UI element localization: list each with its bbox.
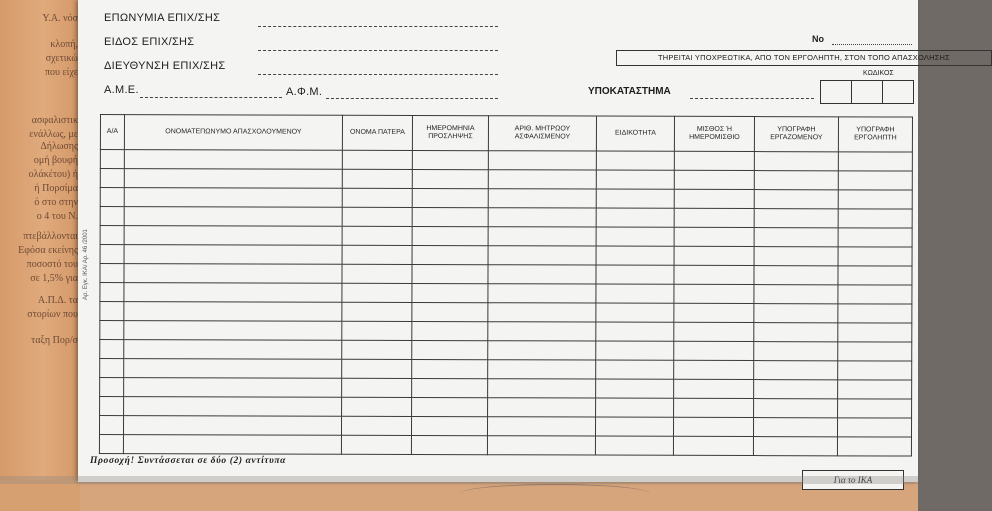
table-cell[interactable] (100, 264, 124, 283)
table-cell[interactable] (837, 437, 911, 456)
table-cell[interactable] (342, 359, 412, 378)
table-cell[interactable] (100, 359, 124, 378)
number-label: No (812, 34, 824, 44)
bottom-carbon-sheet (80, 482, 918, 511)
table-cell[interactable] (753, 437, 837, 456)
table-cell[interactable] (754, 190, 838, 209)
table-cell[interactable] (100, 226, 124, 245)
table-cell[interactable] (342, 321, 412, 340)
table-row (100, 245, 912, 267)
table-cell[interactable] (342, 169, 412, 188)
table-cell[interactable] (674, 170, 754, 189)
code-label: ΚΩΔΙΚΟΣ (863, 70, 894, 77)
background-text-fragment: Υ.Α. νόσ (42, 13, 78, 24)
table-cell[interactable] (488, 227, 596, 246)
table-cell[interactable] (674, 227, 754, 246)
table-cell[interactable] (488, 379, 596, 398)
table-cell[interactable] (754, 171, 838, 190)
table-cell[interactable] (411, 435, 487, 454)
table-cell[interactable] (488, 170, 596, 189)
table-cell[interactable] (342, 226, 412, 245)
background-text-fragment: ο 4 του Ν. (36, 211, 78, 222)
table-cell[interactable] (838, 228, 912, 247)
table-cell[interactable] (838, 209, 912, 228)
table-cell[interactable] (342, 397, 412, 416)
table-cell[interactable] (596, 170, 674, 189)
line-number[interactable] (832, 44, 912, 45)
line-dieythynsi[interactable] (258, 74, 498, 75)
background-text-fragment: ασφαλιστικ (31, 115, 78, 126)
table-cell[interactable] (412, 378, 488, 397)
table-cell[interactable] (596, 208, 674, 227)
background-text-fragment: Α.Π.Δ. τα (37, 295, 78, 306)
table-cell[interactable] (342, 340, 412, 359)
table-row (100, 169, 912, 191)
table-cell[interactable] (488, 265, 596, 284)
table-cell[interactable] (838, 342, 912, 361)
table-row (100, 188, 912, 210)
table-cell[interactable] (124, 150, 342, 170)
table-cell[interactable] (674, 189, 754, 208)
table-row (100, 264, 912, 286)
table-header-cell: ΑΡΙΘ. ΜΗΤΡΩΟΥ ΑΣΦΑΛΙΣΜΕΝΟΥ (488, 116, 596, 151)
line-afm[interactable] (326, 98, 498, 99)
side-print-reference: Αρ. Εγκ. ΙΚΑ/ Αρ. 46 /2001 (83, 229, 89, 300)
table-cell[interactable] (838, 247, 912, 266)
table-cell[interactable] (674, 322, 754, 341)
table-row (100, 397, 912, 419)
table-cell[interactable] (412, 321, 488, 340)
table-cell[interactable] (838, 380, 912, 399)
table-cell[interactable] (838, 152, 912, 171)
background-text-fragment: που είχε (44, 67, 78, 78)
table-cell[interactable] (342, 150, 412, 169)
table-cell[interactable] (488, 322, 596, 341)
table-cell[interactable] (123, 435, 341, 455)
background-text-fragment: ολάκέτου) ή (28, 169, 78, 180)
table-cell[interactable] (342, 245, 412, 264)
background-text-fragment: ομή βουφή (33, 155, 78, 166)
table-cell[interactable] (754, 209, 838, 228)
table-cell[interactable] (754, 228, 838, 247)
shadow-strip (0, 476, 918, 484)
table-cell[interactable] (674, 284, 754, 303)
table-cell[interactable] (124, 264, 342, 284)
table-cell[interactable] (412, 340, 488, 359)
table-cell[interactable] (754, 152, 838, 171)
table-cell[interactable] (837, 418, 911, 437)
table-cell[interactable] (674, 379, 754, 398)
table-cell[interactable] (100, 378, 124, 397)
table-cell[interactable] (100, 302, 124, 321)
table-cell[interactable] (596, 227, 674, 246)
table-cell[interactable] (99, 416, 123, 435)
table-cell[interactable] (754, 380, 838, 399)
table-cell[interactable] (124, 226, 342, 246)
background-text-fragment: σχετικώ (45, 53, 78, 64)
left-paper-stack (0, 0, 87, 480)
table-row (100, 359, 912, 381)
table-cell[interactable] (674, 208, 754, 227)
table-cell[interactable] (596, 360, 674, 379)
table-cell[interactable] (342, 283, 412, 302)
table-cell[interactable] (124, 207, 342, 227)
table-header-cell: Α/Α (100, 115, 124, 150)
table-cell[interactable] (595, 417, 673, 436)
table-cell[interactable] (595, 436, 673, 455)
background-text-fragment: κλοπή, (50, 39, 78, 50)
table-cell[interactable] (488, 151, 596, 170)
table-cell[interactable] (342, 207, 412, 226)
table-cell[interactable] (838, 171, 912, 190)
table-cell[interactable] (838, 361, 912, 380)
table-row (99, 416, 911, 438)
table-cell[interactable] (487, 436, 595, 455)
table-cell[interactable] (412, 397, 488, 416)
table-cell[interactable] (100, 207, 124, 226)
table-cell[interactable] (124, 321, 342, 341)
table-cell[interactable] (100, 169, 124, 188)
line-ame[interactable] (140, 97, 282, 98)
table-cell[interactable] (341, 435, 411, 454)
background-text-fragment: Δήλωσης (40, 141, 78, 152)
background-text-fragment: ό στο στην (34, 197, 78, 208)
field-label-eidos: ΕΙΔΟΣ ΕΠΙΧ/ΣΗΣ (104, 36, 195, 48)
table-header-cell: ΥΠΟΓΡΑΦΗ ΕΡΓΟΛΗΠΤΗ (838, 117, 912, 152)
table-cell[interactable] (596, 303, 674, 322)
table-cell[interactable] (124, 283, 342, 303)
table-cell[interactable] (674, 151, 754, 170)
field-label-eponymia: ΕΠΩΝΥΜΙΑ ΕΠΙΧ/ΣΗΣ (104, 12, 221, 24)
table-cell[interactable] (488, 398, 596, 417)
table-row (100, 340, 912, 362)
table-cell[interactable] (754, 266, 838, 285)
table-row (100, 226, 912, 248)
table-cell[interactable] (754, 285, 838, 304)
table-cell[interactable] (100, 340, 124, 359)
table-cell[interactable] (412, 226, 488, 245)
background-text-fragment: ποσοστό του (26, 259, 78, 270)
table-cell[interactable] (342, 264, 412, 283)
table-cell[interactable] (99, 435, 123, 454)
employee-table (99, 114, 913, 457)
table-cell[interactable] (487, 417, 595, 436)
table-cell[interactable] (753, 418, 837, 437)
table-cell[interactable] (412, 283, 488, 302)
table-cell[interactable] (412, 150, 488, 169)
table-cell[interactable] (100, 245, 124, 264)
background-text-fragment: ταξη Πορ/σ (31, 335, 78, 346)
table-cell[interactable] (341, 416, 411, 435)
table-cell[interactable] (342, 378, 412, 397)
line-eidos[interactable] (258, 50, 498, 51)
table-row (100, 283, 912, 305)
table-header-cell: ΜΙΣΘΟΣ Ή ΗΜΕΡΟΜΙΣΘΙΟ (674, 116, 754, 151)
table-cell[interactable] (124, 169, 342, 189)
ika-box: Για το ΙΚΑ (802, 470, 904, 490)
table-cell[interactable] (673, 417, 753, 436)
table-cell[interactable] (488, 189, 596, 208)
table-cell[interactable] (100, 188, 124, 207)
table-header-cell: ΥΠΟΓΡΑΦΗ ΕΡΓΑΖΟΜΕΝΟΥ (754, 117, 838, 152)
table-cell[interactable] (754, 399, 838, 418)
table-cell[interactable] (674, 341, 754, 360)
table-cell[interactable] (488, 246, 596, 265)
table-cell[interactable] (124, 245, 342, 265)
background-text-fragment: πτεβάλλονται (23, 231, 78, 242)
background-text-fragment: Εφόσα εκείνης (18, 245, 78, 256)
table-cell[interactable] (673, 436, 753, 455)
notice-box: ΤΗΡΕΙΤΑΙ ΥΠΟΧΡΕΩΤΙΚΑ, ΑΠΟ ΤΟΝ ΕΡΓΟΛΗΠΤΗ, ΣΤΟΝ ΤΟΠΟ ΑΠΑΣΧΟΛΗΣΗΣ (616, 50, 992, 66)
table-cell[interactable] (100, 397, 124, 416)
table-cell[interactable] (412, 207, 488, 226)
table-header-cell: ΗΜΕΡΟΜΗΝΙΑ ΠΡΟΣΛΗΨΗΣ (412, 115, 488, 150)
table-cell[interactable] (411, 416, 487, 435)
line-eponymia[interactable] (258, 26, 498, 27)
table-cell[interactable] (488, 284, 596, 303)
table-cell[interactable] (412, 359, 488, 378)
table-cell[interactable] (342, 302, 412, 321)
table-cell[interactable] (596, 322, 674, 341)
table-cell[interactable] (754, 323, 838, 342)
form-sheet (78, 0, 950, 485)
table-cell[interactable] (488, 341, 596, 360)
table-cell[interactable] (124, 359, 342, 379)
table-cell[interactable] (488, 303, 596, 322)
table-cell[interactable] (412, 245, 488, 264)
table-cell[interactable] (100, 321, 124, 340)
table-header-cell: ΕΙΔΙΚΟΤΗΤΑ (596, 116, 674, 151)
table-cell[interactable] (596, 398, 674, 417)
table-header-cell: ΟΝΟΜΑΤΕΠΩΝΥΜΟ ΑΠΑΣΧΟΛΟΥΜΕΝΟΥ (124, 115, 342, 151)
table-cell[interactable] (596, 246, 674, 265)
table-cell[interactable] (838, 323, 912, 342)
footer-note: Προσοχή! Συντάσσεται σε δύο (2) αντίτυπα (90, 456, 287, 466)
table-row (100, 302, 912, 324)
table-cell[interactable] (674, 246, 754, 265)
background-text-fragment: ενάλλως, με (29, 129, 78, 140)
table-cell[interactable] (488, 360, 596, 379)
table-cell[interactable] (124, 188, 342, 208)
table-cell[interactable] (674, 398, 754, 417)
table-cell[interactable] (123, 416, 341, 436)
table-cell[interactable] (838, 304, 912, 323)
table-cell[interactable] (412, 264, 488, 283)
table-cell[interactable] (754, 304, 838, 323)
line-branch[interactable] (690, 98, 814, 99)
table-cell[interactable] (412, 169, 488, 188)
table-cell[interactable] (100, 150, 124, 169)
table-header-cell: ΟΝΟΜΑ ΠΑΤΕΡΑ (342, 115, 412, 150)
table-cell[interactable] (754, 247, 838, 266)
table-cell[interactable] (674, 303, 754, 322)
table-cell[interactable] (674, 360, 754, 379)
field-label-dieythynsi: ΔΙΕΥΘΥΝΣΗ ΕΠΙΧ/ΣΗΣ (104, 60, 226, 72)
table-cell[interactable] (124, 397, 342, 417)
table-cell[interactable] (838, 190, 912, 209)
table-row (100, 321, 912, 343)
code-boxes[interactable] (820, 80, 914, 104)
table-cell[interactable] (596, 151, 674, 170)
faint-stamp-mark (460, 484, 650, 503)
background-text-fragment: ή Πορσίμα (34, 183, 78, 194)
table-cell[interactable] (838, 285, 912, 304)
table-cell[interactable] (488, 208, 596, 227)
table-row (100, 150, 912, 172)
table-cell[interactable] (674, 265, 754, 284)
background-text-fragment: στορίων που (27, 309, 78, 320)
table-cell[interactable] (596, 341, 674, 360)
table-header-row (100, 115, 912, 153)
table-cell[interactable] (838, 266, 912, 285)
table-row (99, 435, 911, 457)
table-cell[interactable] (596, 189, 674, 208)
table-row (100, 378, 912, 400)
table-cell[interactable] (124, 378, 342, 398)
table-cell[interactable] (100, 283, 124, 302)
table-cell[interactable] (124, 302, 342, 322)
branch-label: ΥΠΟΚΑΤΑΣΤΗΜΑ (588, 86, 671, 97)
table-cell[interactable] (838, 399, 912, 418)
field-label-afm: Α.Φ.Μ. (286, 86, 323, 98)
table-cell[interactable] (754, 361, 838, 380)
table-cell[interactable] (596, 284, 674, 303)
field-label-ame: Α.Μ.Ε. (104, 84, 139, 96)
table-cell[interactable] (124, 340, 342, 360)
table-cell[interactable] (412, 302, 488, 321)
table-row (100, 207, 912, 229)
table-cell[interactable] (342, 188, 412, 207)
background-text-fragment: σε 1,5% για (30, 273, 78, 284)
table-cell[interactable] (596, 379, 674, 398)
table-cell[interactable] (754, 342, 838, 361)
table-cell[interactable] (596, 265, 674, 284)
table-cell[interactable] (412, 188, 488, 207)
